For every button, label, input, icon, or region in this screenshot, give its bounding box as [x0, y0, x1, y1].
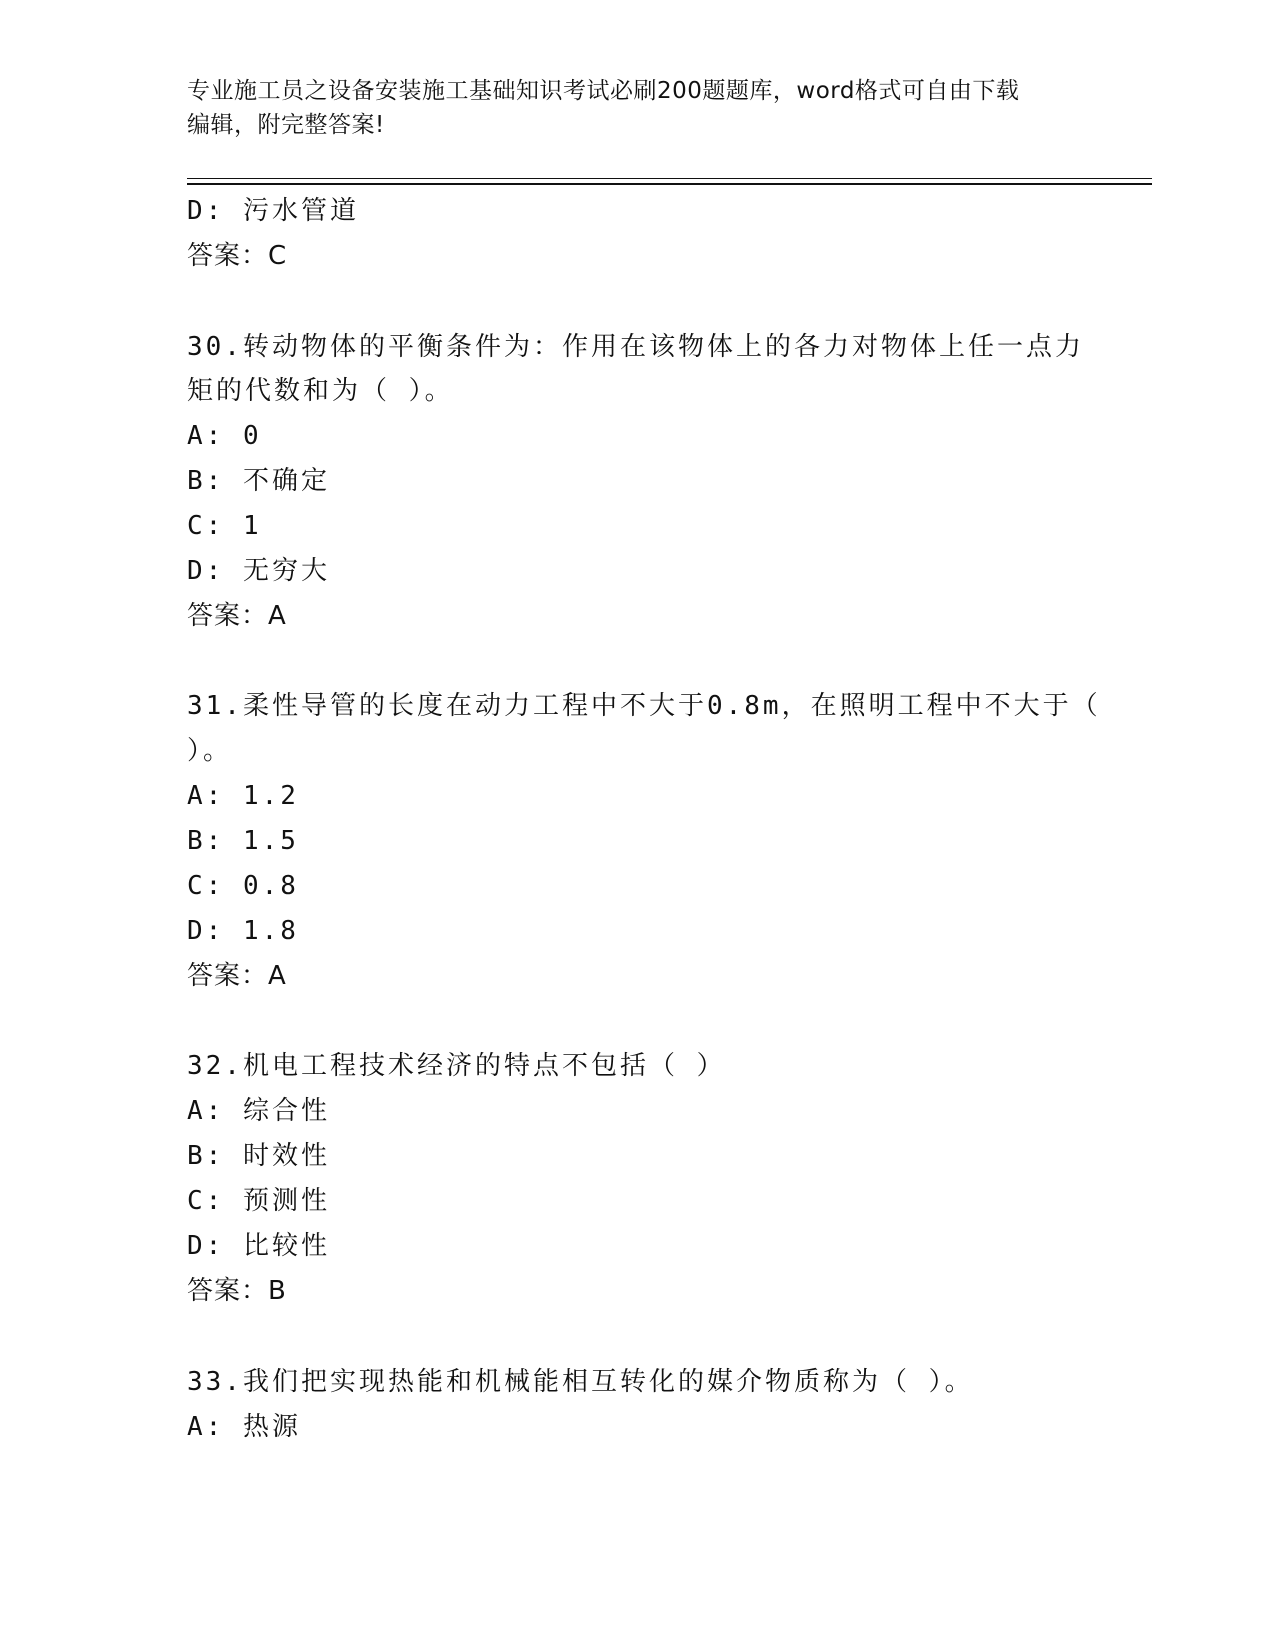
option-c: C: 1: [187, 511, 262, 541]
option-d: D: 1.8: [187, 916, 299, 946]
option-a: A: 1.2: [187, 781, 299, 811]
option-b: B: 1.5: [187, 826, 299, 856]
question-32-stem: 32.机电工程技术经济的特点不包括（ ）: [187, 1051, 726, 1081]
header-divider-thin: [187, 178, 1152, 179]
question-31-stem-line-1: 31.柔性导管的长度在动力工程中不大于0.8m，在照明工程中不大于（: [187, 691, 1101, 721]
option-a: A: 热源: [187, 1412, 301, 1442]
option-d: D: 无穷大: [187, 556, 330, 586]
option-a: A: 综合性: [187, 1096, 330, 1126]
option-b: B: 不确定: [187, 466, 330, 496]
question-33-stem: 33.我们把实现热能和机械能相互转化的媒介物质称为（ ）。: [187, 1367, 974, 1397]
header-line-2: 编辑，附完整答案!: [187, 112, 385, 138]
option-a: A: 0: [187, 421, 262, 451]
answer-line: 答案：A: [187, 601, 287, 631]
answer-line: 答案：A: [187, 961, 287, 991]
option-c: C: 预测性: [187, 1186, 330, 1216]
option-d: D: 比较性: [187, 1231, 330, 1261]
option-c: C: 0.8: [187, 871, 299, 901]
option-d: D: 污水管道: [187, 196, 359, 226]
header-divider-thick: [187, 183, 1152, 185]
option-b: B: 时效性: [187, 1141, 330, 1171]
question-31-stem-line-2: ）。: [187, 736, 233, 766]
question-30-stem-line-1: 30.转动物体的平衡条件为：作用在该物体上的各力对物体上任一点力: [187, 332, 1084, 362]
document-header: [187, 74, 1087, 142]
header-line-1: 专业施工员之设备安装施工基础知识考试必刷200题题库，word格式可自由下载: [187, 78, 1020, 104]
answer-line: 答案：C: [187, 241, 288, 271]
answer-line: 答案：B: [187, 1276, 287, 1306]
question-30-stem-line-2: 矩的代数和为（ ）。: [187, 376, 454, 406]
